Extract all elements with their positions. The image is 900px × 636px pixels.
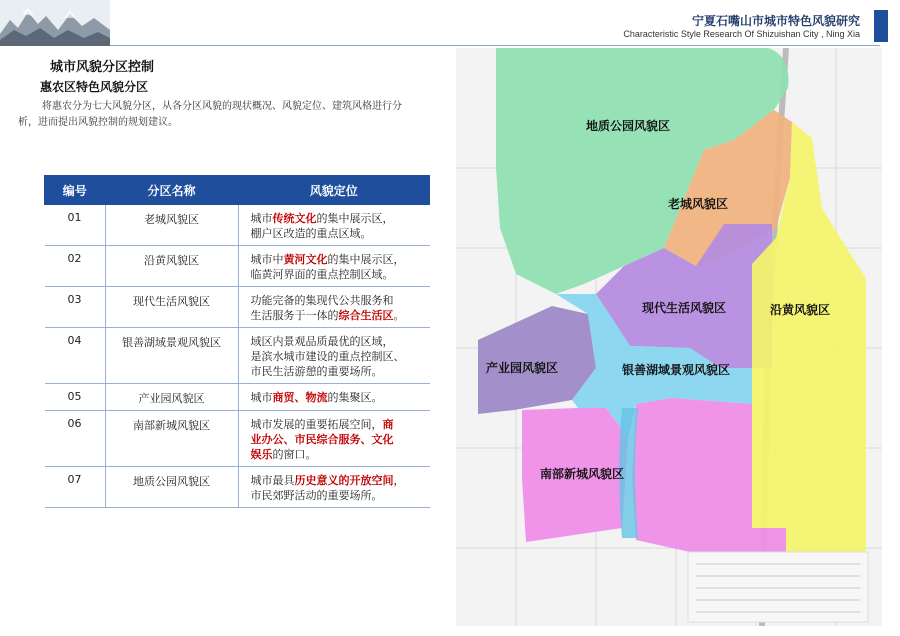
positioning-text: 的集中展示区，: [327, 253, 405, 266]
zone-name: 地质公园风貌区: [105, 467, 238, 508]
highlight-text: 商: [382, 418, 394, 431]
zone-positioning: [238, 246, 430, 287]
zone-positioning: [238, 328, 430, 384]
zone-number: 04: [45, 328, 106, 384]
zone-name: 南部新城风貌区: [105, 411, 238, 467]
positioning-text: 。: [393, 309, 405, 322]
table-body: [45, 205, 430, 508]
table-row: [45, 246, 430, 287]
zoning-map: [456, 48, 882, 626]
header-num: 编号: [45, 176, 106, 205]
positioning-text: 的窗口。: [272, 448, 317, 461]
positioning-text: 城市发展的重要拓展空间，: [250, 418, 383, 431]
table-row: [45, 411, 430, 467]
positioning-text: 的集中展示区，: [316, 212, 394, 225]
highlight-text: 黄河文化: [283, 253, 328, 266]
table-row: [45, 328, 430, 384]
map-legend: [688, 552, 868, 622]
highlight-text: 传统文化: [272, 212, 317, 225]
positioning-text: 城市: [250, 212, 273, 225]
positioning-text: ，: [393, 474, 405, 487]
positioning-text: 城市最具: [250, 474, 295, 487]
zone-positioning: [238, 287, 430, 328]
positioning-text: 功能完备的集现代公共服务和: [250, 294, 394, 307]
zone-name: 沿黄风貌区: [105, 246, 238, 287]
header-accent-block: [874, 10, 888, 42]
positioning-text: 是滨水城市建设的重点控制区、: [250, 350, 405, 363]
zone-label-lake: 银善湖域景观风貌区: [622, 363, 731, 377]
zone-positioning: [238, 384, 430, 411]
header-name: 分区名称: [105, 176, 238, 205]
zone-number: 06: [45, 411, 106, 467]
zone-name: 老城风貌区: [105, 205, 238, 246]
zone-label-modern: 现代生活风貌区: [642, 301, 727, 315]
header-positioning: 风貌定位: [238, 176, 430, 205]
zone-number: 07: [45, 467, 106, 508]
positioning-text: 棚户区改造的重点区域。: [250, 227, 372, 240]
zone-label-industrial: 产业园风貌区: [486, 361, 559, 375]
header-title: 宁夏石嘴山市城市特色风貌研究: [691, 14, 860, 28]
positioning-text: 临黄河界面的重点控制区域。: [250, 268, 394, 281]
table-row: [45, 287, 430, 328]
positioning-text: 城市: [250, 391, 273, 404]
highlight-text: 娱乐: [250, 448, 273, 461]
positioning-text: 市民郊野活动的重要场所。: [250, 489, 383, 502]
header-divider: [110, 45, 880, 46]
table-header-row: [45, 176, 430, 205]
zone-label-yellowriver: 沿黄风貌区: [770, 303, 831, 317]
zone-name: 产业园风貌区: [105, 384, 238, 411]
zone-positioning: [238, 467, 430, 508]
zone-positioning: [238, 205, 430, 246]
highlight-text: 商贸、物流: [272, 391, 328, 404]
positioning-text: 的集聚区。: [327, 391, 383, 404]
section-title: 城市风貌分区控制: [50, 60, 155, 75]
zone-label-geopark: 地质公园风貌区: [586, 119, 671, 133]
highlight-text: 业办公、市民综合服务、文化: [250, 433, 394, 446]
table-row: [45, 384, 430, 411]
header-subtitle: Characteristic Style Research Of Shizuishan City , Ning Xia: [623, 29, 860, 39]
zone-name: 现代生活风貌区: [105, 287, 238, 328]
header-landscape-banner: [0, 0, 110, 46]
table-row: [45, 467, 430, 508]
zone-number: 03: [45, 287, 106, 328]
zone-table: [44, 175, 430, 508]
sub-title: 惠农区特色风貌分区: [40, 80, 149, 94]
positioning-text: 域区内景观品质最优的区域，: [250, 335, 394, 348]
zone-number: 05: [45, 384, 106, 411]
positioning-text: 生活服务于一体的: [250, 309, 339, 322]
positioning-text: 市民生活游憩的重要场所。: [250, 365, 383, 378]
zone-number: 02: [45, 246, 106, 287]
table-row: [45, 205, 430, 246]
zone-label-southnew: 南部新城风貌区: [540, 467, 625, 481]
zone-name: 银善湖域景观风貌区: [105, 328, 238, 384]
zone-positioning: [238, 411, 430, 467]
zone-number: 01: [45, 205, 106, 246]
highlight-text: 历史意义的开放空间: [294, 474, 394, 487]
intro-paragraph: 将惠农分为七大风貌分区，从各分区风貌的现状概况、风貌定位、建筑风格进行分析，进而提出风貌控制的规划建议。: [18, 101, 402, 128]
highlight-text: 综合生活区: [338, 309, 394, 322]
positioning-text: 城市中: [250, 253, 284, 266]
zone-label-oldtown: 老城风貌区: [668, 197, 729, 211]
